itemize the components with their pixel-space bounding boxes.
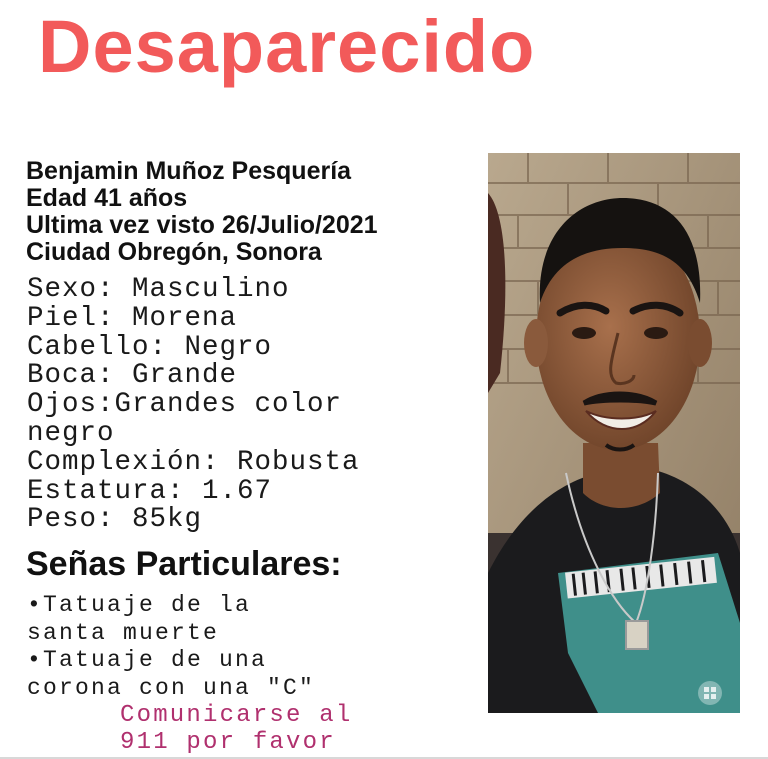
senas-line: •Tatuaje de una (27, 647, 268, 673)
detail-line: Peso: 85kg (27, 504, 203, 536)
person-name: Benjamin Muñoz Pesquería (26, 157, 352, 185)
contact-line: Comunicarse al (120, 702, 353, 729)
senas-list (27, 592, 315, 702)
senas-heading: Señas Particulares: (26, 545, 342, 583)
senas-line: corona con una "C" (27, 674, 316, 701)
poster-title: Desaparecido (38, 5, 536, 88)
contact-note (120, 702, 352, 756)
detail-line: Boca: Grande (27, 360, 238, 392)
last-seen-date: Ultima vez visto 26/Julio/2021 (26, 211, 378, 239)
last-seen-location: Ciudad Obregón, Sonora (26, 238, 322, 266)
senas-line: santa muerte (27, 619, 220, 646)
person-summary (26, 158, 378, 266)
senas-line: •Tatuaje de la (27, 592, 252, 618)
detail-line: Complexión: Robusta (27, 446, 360, 478)
person-age: Edad 41 años (26, 184, 188, 212)
detail-line: Ojos:Grandes color (27, 389, 343, 421)
detail-line: Cabello: Negro (27, 331, 273, 363)
detail-line: Sexo: Masculino (27, 274, 290, 305)
physical-description (27, 276, 467, 535)
detail-line: Estatura: 1.67 (27, 475, 273, 507)
person-photo (488, 153, 740, 713)
contact-line: 911 por favor (120, 729, 336, 756)
detail-line: negro (27, 417, 115, 449)
person-photo-illustration (488, 153, 740, 713)
detail-line: Piel: Morena (27, 302, 238, 334)
